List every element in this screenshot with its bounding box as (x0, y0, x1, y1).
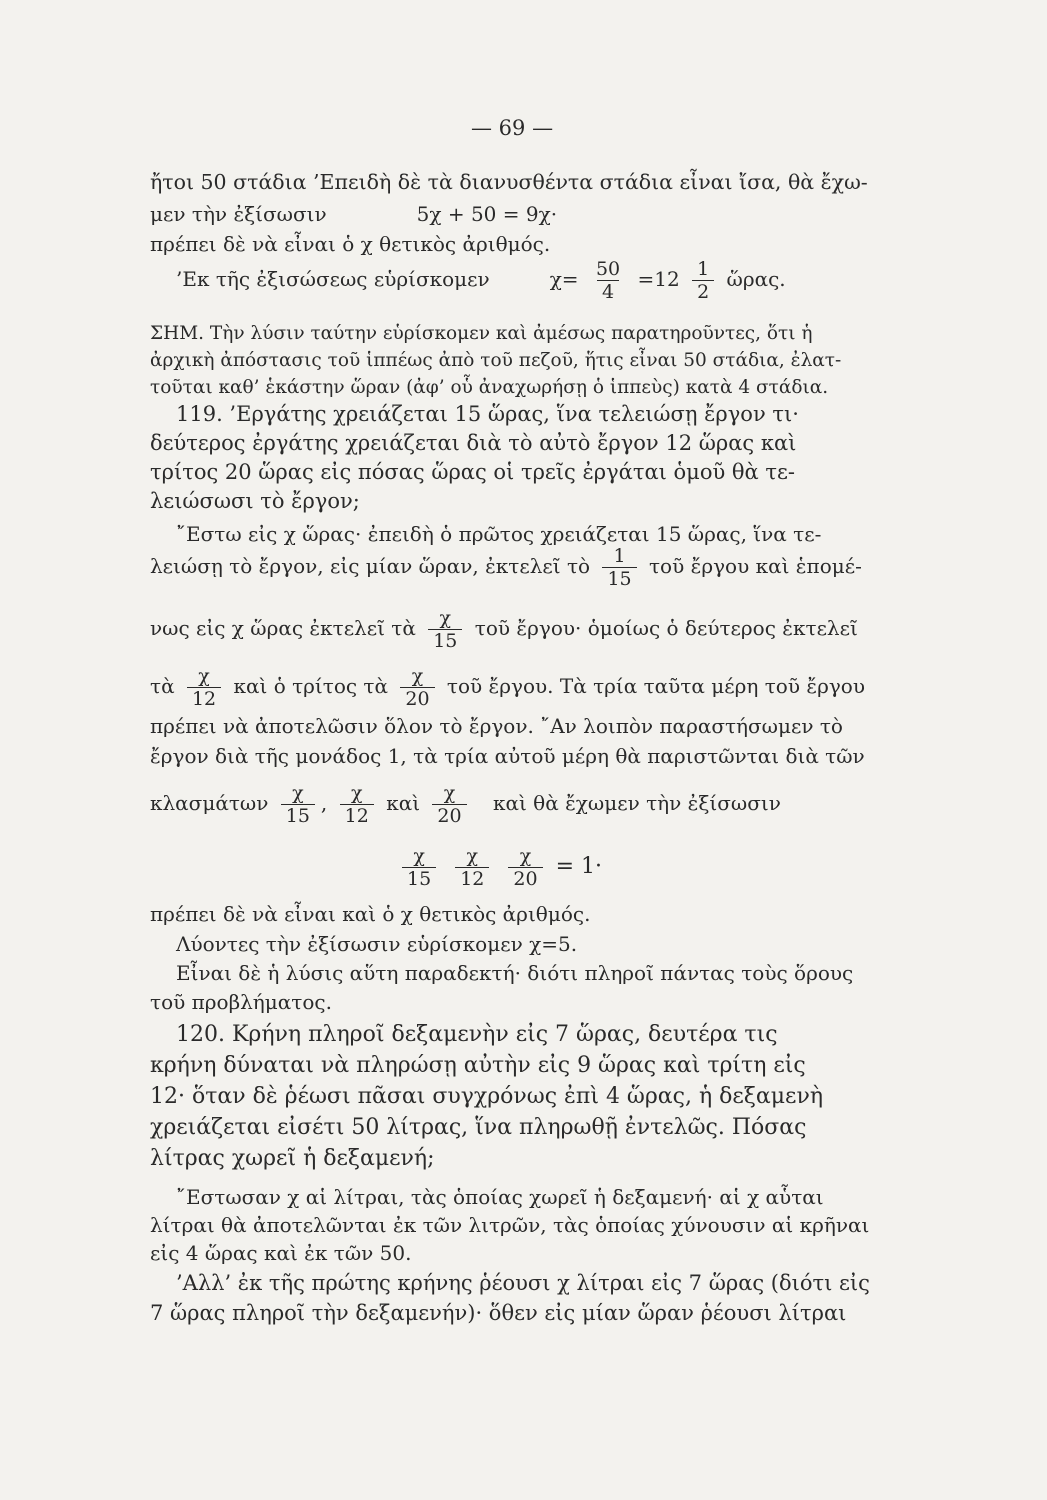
text-line: χρειάζεται εἰσέτι 50 λίτρας, ἵνα πληρωθῇ ἐντελῶς. Πόσας (150, 1115, 807, 1140)
fraction: $\frac{\chi}{20}$ (400, 665, 434, 710)
text-line: ’Αλλ’ ἐκ τῆς πρώτης κρήνης ῥέουσι χ λίτραι εἰς 7 ὥρας (διότι εἰς (176, 1271, 870, 1295)
text-line: πρέπει δὲ νὰ εἶναι καὶ ὁ χ θετικὸς ἀριθμός. (150, 902, 591, 926)
fraction: $\frac{\chi}{20}$ (432, 782, 466, 827)
text-line: ἀρχικὴ ἀπόστασις τοῦ ἱππέως ἀπὸ τοῦ πεζοῦ, ἥτις εἶναι 50 στάδια, ἐλατ- (150, 350, 842, 371)
text-line: τοῦται καθ’ ἑκάστην ὥραν (ἀφ’ οὗ ἀναχωρήσῃ ὁ ἱππεὺς) κατὰ 4 στάδια. (150, 377, 829, 398)
fraction: $\frac{1}{2}$ (692, 258, 714, 303)
text-line: τρίτος 20 ὥρας εἰς πόσας ὥρας οἱ τρεῖς ἐργάται ὁμοῦ θὰ τε- (150, 460, 796, 484)
text-fragment: μεν τὴν ἐξίσωσιν (150, 202, 327, 226)
text-line: λειώσωσι τὸ ἔργον; (150, 489, 360, 513)
text-line: ῎Εστω εἰς χ ὥρας· ἐπειδὴ ὁ πρῶτος χρειάζεται 15 ὥρας, ἵνα τε- (176, 522, 822, 546)
fraction: $\frac{\chi}{15}$ (402, 845, 436, 890)
text-line: 120. Κρήνη πληροῖ δεξαμενὴν εἰς 7 ὥρας, δευτέρα τις (176, 1022, 778, 1047)
page-number: — 69 — (471, 116, 554, 140)
fraction: $\frac{\chi}{12}$ (187, 665, 221, 710)
text-line: λίτρας χωρεῖ ἡ δεξαμενή; (150, 1146, 435, 1171)
text-fragment: καὶ (386, 791, 421, 815)
text-fragment: καὶ θὰ ἔχωμεν τὴν ἐξίσωσιν (492, 791, 781, 815)
text-line (150, 778, 781, 828)
text-line: ῎Εστωσαν χ αἱ λίτραι, τὰς ὁποίας χωρεῖ ἡ δεξαμενή· αἱ χ αὗται (176, 1185, 824, 1209)
text-line: εἰς 4 ὥρας καὶ ἐκ τῶν 50. (150, 1241, 412, 1265)
text-fragment: τοῦ ἔργου καὶ ἑπομέ- (648, 554, 862, 578)
text-line: τοῦ προβλήματος. (150, 990, 332, 1014)
equation: 5χ + 50 = 9χ· (416, 202, 558, 226)
equation-line (396, 840, 602, 894)
text-fragment: τὰ (150, 674, 175, 698)
text-line (176, 254, 786, 304)
fraction: $\frac{\chi}{15}$ (281, 782, 315, 827)
text-line: δεύτερος ἐργάτης χρειάζεται διὰ τὸ αὐτὸ ἔργον 12 ὥρας καὶ (150, 431, 797, 455)
text-fragment: καὶ ὁ τρίτος τὰ (233, 674, 388, 698)
text-fragment: τοῦ ἔργου. Τὰ τρία ταῦτα μέρη τοῦ ἔργου (446, 674, 865, 698)
text-fragment: τοῦ ἔργου· ὁμοίως ὁ δεύτερος ἐκτελεῖ (474, 616, 858, 640)
text-line: ΣΗΜ. Τὴν λύσιν ταύτην εὑρίσκομεν καὶ ἀμέσως παρατηροῦντες, ὅτι ἡ (150, 323, 813, 344)
text-line (150, 604, 858, 652)
text-line: Εἶναι δὲ ἡ λύσις αὕτη παραδεκτή· διότι πληροῖ πάντας τοὺς ὅρους (176, 961, 854, 985)
text-fragment: κλασμάτων (150, 791, 269, 815)
text-line: λίτραι θὰ ἀποτελῶνται ἐκ τῶν λιτρῶν, τὰς ὁποίας χύνουσιν αἱ κρῆναι (150, 1213, 870, 1237)
equation: = 1· (555, 854, 602, 879)
equation: =12 (637, 267, 680, 291)
text-line: ἤτοι 50 στάδια ’Επειδὴ δὲ τὰ διανυσθέντα στάδια εἶναι ἴσα, θὰ ἔχω- (150, 170, 868, 194)
text-line: πρέπει νὰ ἀποτελῶσιν ὅλον τὸ ἔργον. ῎Αν λοιπὸν παραστήσωμεν τὸ (150, 714, 843, 738)
text-line: 119. ’Εργάτης χρειάζεται 15 ὥρας, ἵνα τελειώσῃ ἔργον τι· (176, 402, 799, 426)
fraction: $\frac{1}{15}$ (602, 545, 636, 590)
text-fragment: λειώσῃ τὸ ἔργον, εἰς μίαν ὥραν, ἐκτελεῖ τὸ (150, 554, 591, 578)
text-line: Λύοντες τὴν ἐξίσωσιν εὑρίσκομεν χ=5. (176, 932, 578, 956)
fraction: $\frac{50}{4}$ (595, 258, 621, 303)
text-fragment: ὥρας. (726, 267, 786, 291)
text-line: ἔργον διὰ τῆς μονάδος 1, τὰ τρία αὐτοῦ μέρη θὰ παριστῶνται διὰ τῶν (150, 744, 865, 768)
text-line (150, 202, 557, 226)
text-line: κρήνη δύναται νὰ πληρώσῃ αὐτὴν εἰς 9 ὥρας καὶ τρίτη εἰς (150, 1053, 806, 1078)
fraction: $\frac{\chi}{20}$ (508, 845, 542, 890)
text-line (150, 542, 862, 590)
text-fragment: νως εἰς χ ὥρας ἐκτελεῖ τὰ (150, 616, 416, 640)
text-fragment: ’Εκ τῆς ἐξισώσεως εὑρίσκομεν (176, 267, 490, 291)
fraction: $\frac{\chi}{12}$ (455, 845, 489, 890)
text-fragment: , (320, 791, 328, 815)
fraction: $\frac{\chi}{12}$ (340, 782, 374, 827)
text-line (150, 662, 865, 710)
equation: χ= (549, 267, 579, 291)
fraction: $\frac{\chi}{15}$ (428, 607, 462, 652)
text-line: 12· ὅταν δὲ ῥέωσι πᾶσαι συγχρόνως ἐπὶ 4 ὥρας, ἡ δεξαμενὴ (150, 1084, 824, 1109)
text-line: πρέπει δὲ νὰ εἶναι ὁ χ θετικὸς ἀριθμός. (150, 232, 551, 256)
text-line: 7 ὥρας πληροῖ τὴν δεξαμενήν)· ὅθεν εἰς μίαν ὥραν ῥέουσι λίτραι (150, 1301, 847, 1325)
